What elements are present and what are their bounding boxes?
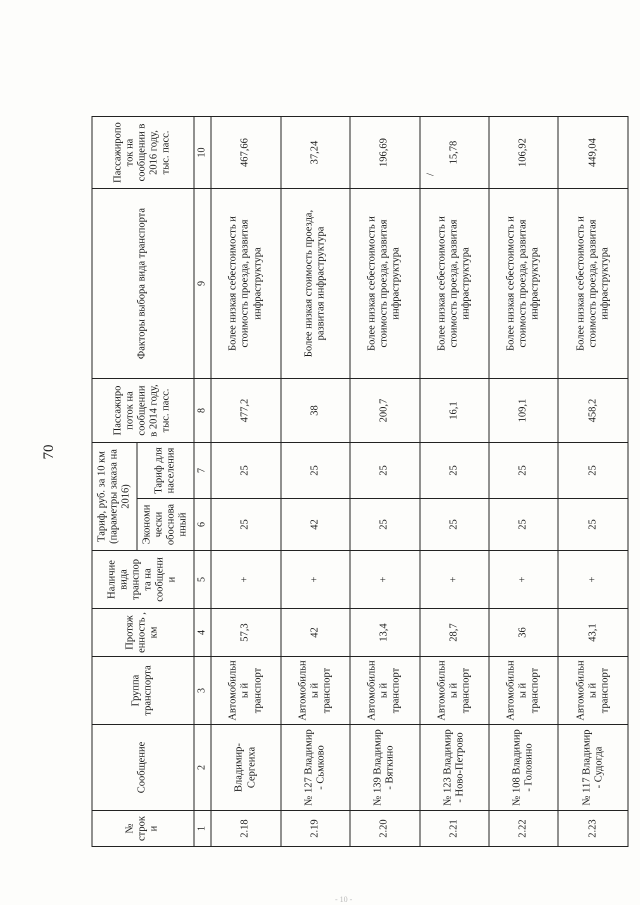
cell-route: № 117 Владимир - Судогда <box>558 725 628 811</box>
cell-flow-2014: 477,2 <box>211 379 280 443</box>
footer-mark: - 10 - <box>335 895 353 904</box>
cell-factors: Более низкая себестоимость и стоимость проезда, развитая инфраструктура <box>350 189 419 379</box>
cell-flow-2016: 37,24 <box>281 117 350 189</box>
cell-length: 43,1 <box>558 609 628 657</box>
cell-factors: Более низкая себестоимость и стоимость проезда, развитая инфраструктура <box>420 189 489 379</box>
col-number: 6 <box>194 499 212 551</box>
cell-tariff-pop: 25 <box>489 443 558 499</box>
cell-route: № 108 Владимир - Головино <box>489 725 558 811</box>
header-tariff-group: Тариф, руб. за 10 км (параметры заказа на 2016) <box>92 443 137 551</box>
cell-route: № 127 Владимир - Сьмково <box>281 725 350 811</box>
cell-tariff-pop: 25 <box>420 443 489 499</box>
cell-flow-2014: 200,7 <box>350 379 419 443</box>
cell-length: 42 <box>281 609 350 657</box>
cell-availability: + <box>350 551 419 609</box>
cell-flow-2016-value: 15,78 <box>448 140 460 165</box>
cell-row-no: 2.23 <box>558 811 628 847</box>
header-row-no: № строк и <box>92 811 194 847</box>
col-number: 2 <box>194 725 212 811</box>
col-number: 7 <box>194 443 212 499</box>
cell-availability: + <box>211 551 280 609</box>
header-route: Сообщение <box>92 725 194 811</box>
table-row <box>350 117 419 847</box>
cell-length: 57,3 <box>211 609 280 657</box>
page-number: 70 <box>41 444 57 460</box>
cell-row-no: 2.19 <box>281 811 350 847</box>
header-tariff-pop: Тариф для населения <box>137 443 193 499</box>
col-number: 9 <box>194 189 212 379</box>
rotated-table-wrapper <box>92 117 629 847</box>
col-number: 8 <box>194 379 212 443</box>
cell-row-no: 2.22 <box>489 811 558 847</box>
header-tariff-econ: Экономи чески обоснова нный <box>137 499 193 551</box>
cell-tariff-econ: 42 <box>281 499 350 551</box>
cell-group: Автомобильны й транспорт <box>489 657 558 725</box>
header-flow-2016: Пассажиропо ток на сообщении в 2016 году, тыс. пасс. <box>92 117 194 189</box>
cell-factors: Более низкая себестоимость и стоимость проезда, развитая инфраструктура <box>489 189 558 379</box>
cell-tariff-econ: 25 <box>420 499 489 551</box>
cell-route: Владимир-Сергеиха <box>211 725 280 811</box>
col-number: 1 <box>194 811 212 847</box>
cell-tariff-econ: 25 <box>558 499 628 551</box>
cell-tariff-econ: 25 <box>211 499 280 551</box>
header-group: Группа транспорта <box>92 657 194 725</box>
cell-flow-2016: 106,92 <box>489 117 558 189</box>
col-number: 4 <box>194 609 212 657</box>
cell-group: Автомобильны й транспорт <box>281 657 350 725</box>
cell-flow-2014: 16,1 <box>420 379 489 443</box>
cell-group: Автомобильны й транспорт <box>211 657 280 725</box>
col-number: 5 <box>194 551 212 609</box>
cell-length: 36 <box>489 609 558 657</box>
cell-flow-2014: 38 <box>281 379 350 443</box>
cell-factors: Более низкая себестоимость и стоимость проезда, развитая инфраструктура <box>211 189 280 379</box>
cell-flow-2014: 458,2 <box>558 379 628 443</box>
passenger-flow-table <box>92 116 629 847</box>
cell-availability: + <box>420 551 489 609</box>
cell-length: 28,7 <box>420 609 489 657</box>
cell-group: Автомобильны й транспорт <box>350 657 419 725</box>
cell-flow-2016: 196,69 <box>350 117 419 189</box>
cell-row-no: 2.21 <box>420 811 489 847</box>
col-number: 3 <box>194 657 212 725</box>
cell-flow-2016: 449,04 <box>558 117 628 189</box>
header-length: Протяж енность , км <box>92 609 194 657</box>
cell-tariff-pop: 25 <box>558 443 628 499</box>
cell-group: Автомобильны й транспорт <box>420 657 489 725</box>
col-number: 10 <box>194 117 212 189</box>
table-row <box>211 117 280 847</box>
cell-tariff-econ: 25 <box>350 499 419 551</box>
header-row <box>92 117 137 847</box>
cell-availability: + <box>558 551 628 609</box>
cell-group: Автомобильны й транспорт <box>558 657 628 725</box>
cell-flow-2014: 109,1 <box>489 379 558 443</box>
table-row <box>281 117 350 847</box>
cell-length: 13,4 <box>350 609 419 657</box>
header-factors: Факторы выбора вида транспорта <box>92 189 194 379</box>
handwritten-mark: / <box>424 172 437 176</box>
cell-tariff-econ: 25 <box>489 499 558 551</box>
cell-route: № 139 Владимир - Вяткино <box>350 725 419 811</box>
cell-tariff-pop: 25 <box>281 443 350 499</box>
cell-factors: Более низкая стоимость проезда, развитая инфраструктура <box>281 189 350 379</box>
header-flow-2014: Пассажиро поток на сообщении в 2014 году, тыс. пасс. <box>92 379 194 443</box>
cell-row-no: 2.18 <box>211 811 280 847</box>
cell-flow-2016: 467,66 <box>211 117 280 189</box>
table-row <box>420 117 489 847</box>
cell-tariff-pop: 25 <box>350 443 419 499</box>
header-availability: Наличие вида транспор та на сообщени и <box>92 551 194 609</box>
cell-factors: Более низкая себестоимость и стоимость проезда, развитая инфраструктура <box>558 189 628 379</box>
cell-route: № 123 Владимир - Ново-Петрово <box>420 725 489 811</box>
cell-row-no: 2.20 <box>350 811 419 847</box>
column-number-row <box>194 117 212 847</box>
cell-flow-2016 <box>420 117 489 189</box>
cell-availability: + <box>489 551 558 609</box>
table-row <box>558 117 628 847</box>
cell-tariff-pop: 25 <box>211 443 280 499</box>
table-row <box>489 117 558 847</box>
cell-availability: + <box>281 551 350 609</box>
